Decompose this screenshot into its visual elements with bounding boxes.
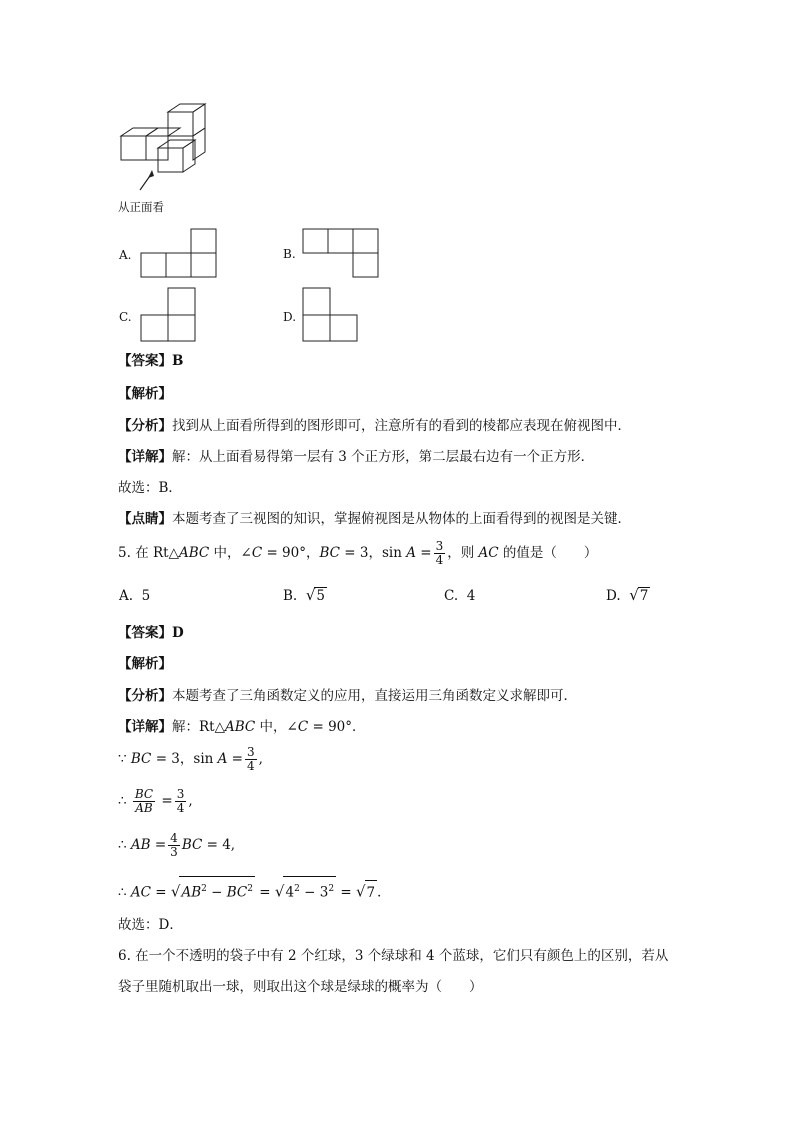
option-c-grid — [140, 287, 196, 343]
q5-analysis-text: 本题考查了三角函数定义的应用，直接运用三角函数定义求解即可． — [172, 688, 577, 704]
q5-detail-angle: C — [297, 719, 309, 735]
q5-step4-result: 7 — [365, 880, 378, 905]
q5-frac-num: 3 — [435, 539, 444, 553]
q5-step1-frac — [245, 746, 257, 773]
q5-step1-eq: = — [227, 751, 243, 767]
q5-step3-tail: = 4, — [202, 837, 236, 853]
q5-detail-text-1: 解：Rt△ — [172, 719, 225, 735]
q5-option-c-label: C. — [444, 588, 459, 604]
figure-caption: 从正面看 — [118, 200, 164, 214]
q5-step2-frac-r — [175, 788, 187, 815]
q5-ac: AC — [478, 545, 499, 561]
q5-triangle: ABC — [178, 545, 210, 561]
q5-text-1: 中，∠ — [209, 545, 252, 561]
q5-step3-bc: BC — [181, 837, 203, 853]
option-d-grid — [302, 287, 360, 343]
q5-frac-den: 4 — [435, 553, 444, 567]
q5-step-2: ∴ $\frac{BC}{AB}$ = $\frac{3}{4}$ , — [118, 787, 193, 815]
sqrt-symbol: √ — [629, 586, 639, 604]
therefore-symbol: ∴ — [118, 884, 127, 901]
q5-step-1: ∵ BC = 3，sin A = $\frac{3}{4}$ , — [118, 745, 263, 773]
q5-text-6: 的值是（ ） — [498, 545, 598, 561]
q5-option-b-value: 5 — [316, 588, 325, 604]
q5-step4-ab: AB — [181, 884, 202, 901]
q6-line-2: 袋子里随机取出一球，则取出这个球是绿球的概率为（ ） — [118, 979, 483, 995]
q5-step1-bc: BC — [130, 751, 152, 767]
q5-step4-three: 3 — [319, 884, 329, 901]
q5-step4-four: 4 — [285, 884, 295, 901]
option-b-grid — [302, 228, 380, 278]
q5-option-b — [283, 586, 327, 604]
q5-text-5: ，则 — [447, 545, 479, 561]
q5-step2-rnum: 3 — [176, 787, 185, 801]
q5-stem-text: 在 Rt△ — [135, 545, 179, 561]
q5-angle-a: A — [406, 545, 416, 561]
exponent: 2 — [201, 884, 207, 894]
q5-angle-c: C — [251, 545, 263, 561]
q5-option-c-value: 4 — [466, 588, 476, 604]
q5-option-d-label: D. — [606, 588, 621, 604]
q5-stem — [118, 538, 597, 568]
q5-analysis-tag: 【分析】 — [118, 688, 172, 704]
q5-step4-radicand-2: $4^2 - 3^2$ — [283, 876, 336, 905]
q4-analysis-tag: 【分析】 — [118, 418, 172, 434]
q5-step2-den: AB — [135, 801, 153, 815]
since-symbol: ∵ — [118, 751, 127, 767]
q5-text-4: = — [415, 545, 432, 561]
q5-text-3: = 3，sin — [340, 545, 407, 561]
q5-detail-text-2: 中，∠ — [255, 719, 298, 735]
q5-step3-frac — [168, 832, 180, 859]
q5-choice: 故选：D． — [118, 917, 183, 933]
q5-option-a — [119, 588, 150, 604]
sqrt-symbol: √ — [274, 882, 285, 901]
q5-step1-a: A — [217, 751, 228, 767]
sqrt-symbol: √ — [170, 882, 181, 901]
sqrt-symbol: √ — [355, 882, 366, 901]
sqrt-symbol: √ — [305, 586, 316, 604]
q5-answer: 【答案】D — [118, 625, 184, 641]
therefore-symbol: ∴ — [118, 837, 127, 853]
q4-detail-tag: 【详解】 — [118, 449, 172, 465]
q5-bc: BC — [319, 545, 340, 561]
q5-option-d-value: 7 — [639, 588, 649, 604]
q4-detail-text: 解：从上面看易得第一层有 3 个正方形，第二层最右边有一个正方形． — [172, 449, 595, 465]
q5-option-a-label: A. — [119, 588, 134, 604]
q4-analysis-title: 【解析】 — [118, 386, 172, 402]
q4-comment-text: 本题考查了三视图的知识，掌握俯视图是从物体的上面看得到的视图是关键． — [172, 511, 631, 527]
q5-text-2: = 90°， — [262, 545, 320, 561]
exponent: 2 — [247, 884, 254, 894]
q4-comment — [118, 510, 631, 528]
option-b-label: B. — [283, 247, 296, 261]
option-c-label: C. — [119, 310, 132, 324]
q5-step1-text: = 3，sin — [151, 751, 218, 767]
q5-step3-eq: = — [150, 837, 167, 853]
q4-choice: 故选：B． — [118, 480, 182, 496]
q5-step3-num: 4 — [170, 831, 178, 845]
exponent: 2 — [328, 884, 335, 894]
option-a-label: A. — [119, 248, 132, 262]
option-d-label: D. — [283, 310, 297, 324]
q5-option-a-value: 5 — [141, 588, 151, 604]
q5-step1-num: 3 — [246, 745, 255, 759]
q5-step4-bc: BC — [226, 884, 248, 901]
q4-detail — [118, 448, 594, 466]
q5-detail-triangle: ABC — [224, 719, 256, 735]
q5-step4-ac: AC — [130, 884, 151, 901]
q4-analysis — [118, 417, 631, 435]
q5-analysis — [118, 687, 577, 705]
q5-step3-den: 3 — [170, 845, 178, 859]
q5-detail — [118, 718, 366, 736]
cube-stack-figure — [118, 100, 208, 192]
q5-step1-den: 4 — [246, 759, 255, 773]
q5-step-3 — [118, 830, 235, 860]
q5-step2-frac — [133, 788, 155, 815]
q4-comment-tag: 【点睛】 — [118, 511, 172, 527]
q5-step3-ab: AB — [130, 837, 151, 853]
option-a-grid — [140, 228, 218, 278]
q4-analysis-text: 找到从上面看所得到的图形即可，注意所有的看到的棱都应表现在俯视图中． — [172, 418, 631, 434]
q4-answer: 【答案】B — [118, 353, 184, 369]
q5-analysis-title: 【解析】 — [118, 656, 172, 672]
q5-number: 5. — [118, 545, 131, 561]
therefore-symbol: ∴ — [118, 793, 127, 809]
q5-detail-text-3: = 90°． — [308, 719, 366, 735]
q5-step2-num: BC — [134, 787, 154, 801]
q5-step2-rden: 4 — [176, 801, 185, 815]
q5-fraction — [434, 540, 446, 567]
q6-line-1: 6. 在一个不透明的袋子中有 2 个红球，3 个绿球和 4 个蓝球，它们只有颜色上的区别，若从 — [118, 948, 669, 964]
exponent: 2 — [294, 884, 300, 894]
q5-detail-tag: 【详解】 — [118, 719, 172, 735]
q5-option-b-label: B. — [283, 588, 298, 604]
q5-step2-eq: = — [157, 793, 173, 809]
q5-option-d — [606, 586, 650, 604]
q5-step4-radicand-1: $AB^2 - BC^2$ — [179, 876, 255, 905]
q5-step-4: ∴ AC = $√AB^2 - BC^2 = √4^2 - 3^2 = √7$ ． — [118, 876, 391, 905]
q5-option-c — [444, 588, 475, 604]
